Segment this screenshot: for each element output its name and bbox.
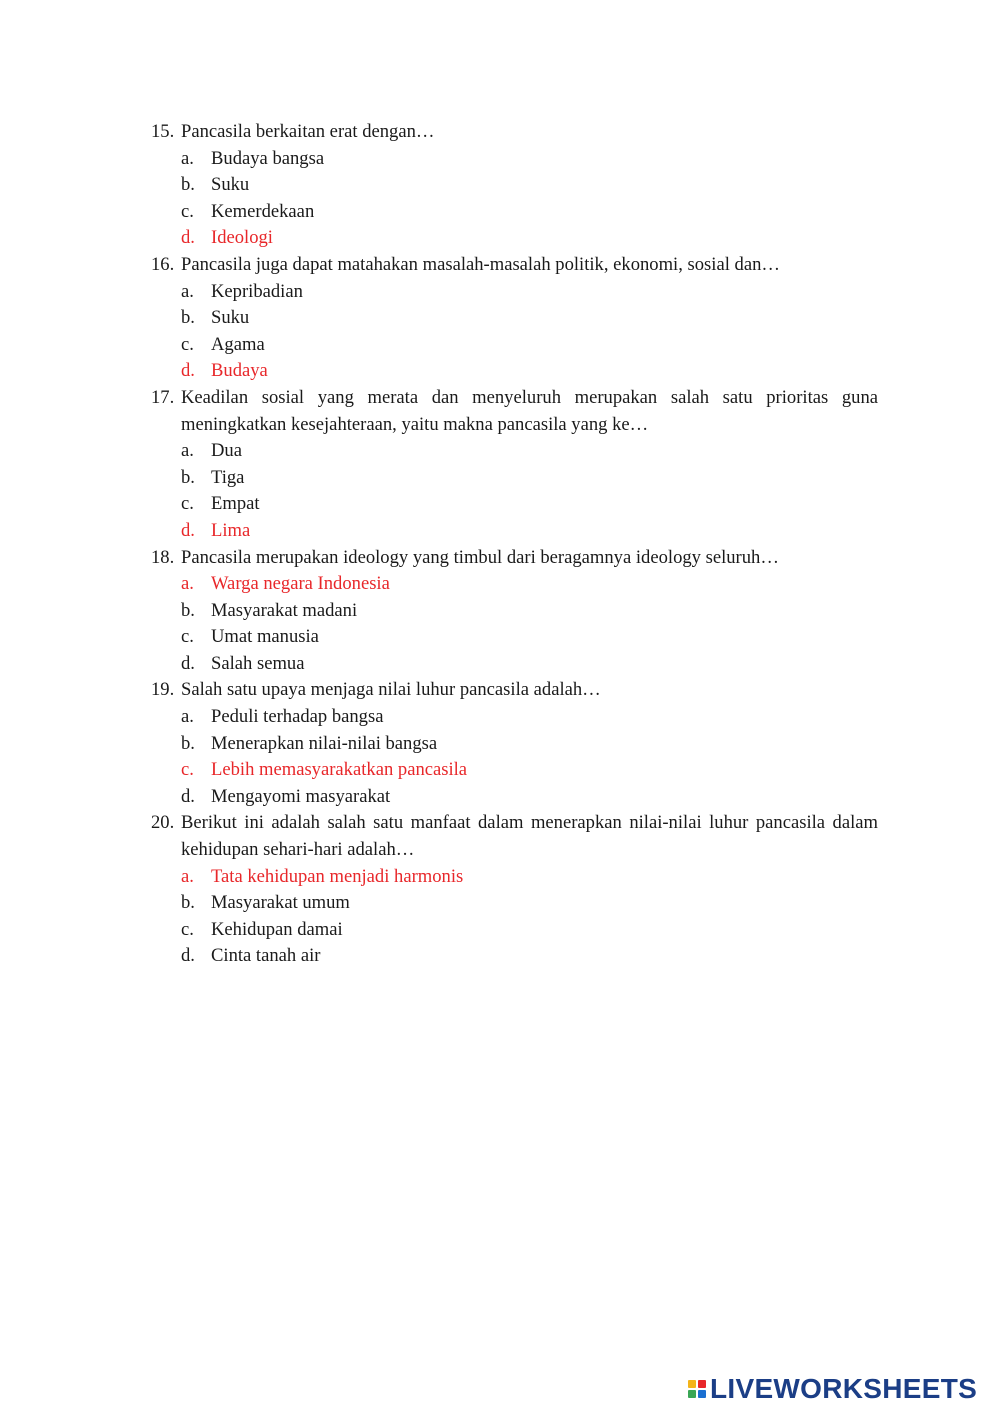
question-17 [151, 385, 878, 545]
question-stem [151, 810, 878, 863]
answer-option-correct[interactable] [151, 225, 878, 252]
option-letter: a. [181, 147, 194, 169]
question-stem [151, 252, 878, 279]
option-text: Lima [211, 519, 251, 541]
logo-square-yellow [688, 1380, 696, 1388]
answer-option[interactable] [151, 146, 878, 173]
question-text: Pancasila merupakan ideology yang timbul dari beragamnya ideology seluruh… [181, 546, 779, 568]
question-stem [151, 385, 878, 438]
answer-option-correct[interactable] [151, 358, 878, 385]
option-letter: b. [181, 892, 195, 914]
logo-square-green [688, 1390, 696, 1398]
option-letter: d. [181, 652, 195, 674]
answer-option[interactable] [151, 890, 878, 917]
option-letter: d. [181, 227, 195, 249]
answer-option[interactable] [151, 438, 878, 465]
option-text: Suku [211, 174, 250, 196]
question-text: Keadilan sosial yang merata dan menyeluruh merupakan salah satu prioritas guna meningkatkan kesejahteraan, yaitu makna pancasila yang ke… [181, 386, 878, 435]
answer-option-correct[interactable] [151, 864, 878, 891]
logo-square-blue [698, 1390, 706, 1398]
question-text: Pancasila berkaitan erat dengan… [181, 121, 435, 142]
option-letter: b. [181, 174, 195, 196]
option-letter: d. [181, 945, 195, 967]
worksheet-content [151, 119, 878, 970]
option-letter: b. [181, 466, 195, 488]
option-letter: b. [181, 732, 195, 754]
option-letter: a. [181, 440, 194, 462]
answer-option[interactable] [151, 279, 878, 306]
answer-option[interactable] [151, 917, 878, 944]
option-text: Tata kehidupan menjadi harmonis [211, 865, 464, 887]
option-letter: d. [181, 360, 195, 382]
answer-option-correct[interactable] [151, 571, 878, 598]
option-text: Dua [211, 440, 242, 462]
answer-option[interactable] [151, 731, 878, 758]
option-text: Kehidupan damai [211, 918, 343, 940]
option-letter: a. [181, 865, 194, 887]
logo-square-red [698, 1380, 706, 1388]
option-letter: c. [181, 918, 194, 940]
question-18 [151, 545, 878, 678]
option-text: Cinta tanah air [211, 945, 321, 967]
answer-option[interactable] [151, 491, 878, 518]
question-number: 19. [151, 679, 175, 701]
option-text: Umat manusia [211, 626, 319, 648]
answer-option[interactable] [151, 943, 878, 970]
option-text: Budaya bangsa [211, 147, 325, 169]
answer-option[interactable] [151, 598, 878, 625]
logo-text: LIVEWORKSHEETS [710, 1373, 978, 1404]
answer-option-correct[interactable] [151, 757, 878, 784]
option-letter: c. [181, 333, 194, 355]
answer-option[interactable] [151, 199, 878, 226]
question-text: Pancasila juga dapat matahakan masalah-masalah politik, ekonomi, sosial dan… [181, 253, 780, 275]
option-letter: a. [181, 280, 194, 302]
answer-option[interactable] [151, 784, 878, 811]
option-letter: b. [181, 599, 195, 621]
option-text: Warga negara Indonesia [211, 573, 390, 595]
question-stem [151, 545, 878, 572]
option-letter: d. [181, 785, 195, 807]
option-text: Empat [211, 493, 260, 515]
question-text: Berikut ini adalah salah satu manfaat dalam menerapkan nilai-nilai luhur pancasila dalam kehidupan sehari-hari adalah… [181, 812, 878, 861]
answer-option[interactable] [151, 704, 878, 731]
liveworksheets-logo-icon [688, 1380, 706, 1398]
option-letter: a. [181, 573, 194, 595]
option-text: Tiga [211, 466, 245, 488]
answer-option[interactable] [151, 172, 878, 199]
question-number: 20. [151, 812, 175, 834]
answer-option[interactable] [151, 305, 878, 332]
question-stem [151, 119, 878, 146]
option-text: Budaya [211, 360, 268, 382]
question-15 [151, 119, 878, 252]
question-20 [151, 810, 878, 970]
option-text: Peduli terhadap bangsa [211, 706, 384, 728]
question-text: Salah satu upaya menjaga nilai luhur pancasila adalah… [181, 679, 601, 701]
option-letter: a. [181, 706, 194, 728]
option-text: Masyarakat madani [211, 599, 358, 621]
question-16 [151, 252, 878, 385]
question-stem [151, 677, 878, 704]
option-text: Mengayomi masyarakat [211, 785, 391, 807]
option-letter: d. [181, 519, 195, 541]
question-number: 15. [151, 121, 175, 142]
option-text: Salah semua [211, 652, 305, 674]
answer-option[interactable] [151, 465, 878, 492]
answer-option[interactable] [151, 651, 878, 678]
option-letter: c. [181, 759, 194, 781]
option-text: Agama [211, 333, 265, 355]
question-19 [151, 677, 878, 810]
answer-option-correct[interactable] [151, 518, 878, 545]
option-text: Ideologi [211, 227, 273, 249]
option-letter: c. [181, 200, 194, 222]
option-text: Lebih memasyarakatkan pancasila [211, 759, 468, 781]
liveworksheets-logo[interactable] [688, 1373, 977, 1405]
answer-option[interactable] [151, 624, 878, 651]
option-text: Suku [211, 307, 250, 329]
option-text: Masyarakat umum [211, 892, 350, 914]
option-letter: c. [181, 626, 194, 648]
option-letter: b. [181, 307, 195, 329]
option-text: Menerapkan nilai-nilai bangsa [211, 732, 438, 754]
question-number: 18. [151, 546, 175, 568]
option-text: Kepribadian [211, 280, 303, 302]
question-number: 17. [151, 386, 175, 408]
answer-option[interactable] [151, 332, 878, 359]
option-text: Kemerdekaan [211, 200, 315, 222]
option-letter: c. [181, 493, 194, 515]
question-number: 16. [151, 253, 175, 275]
